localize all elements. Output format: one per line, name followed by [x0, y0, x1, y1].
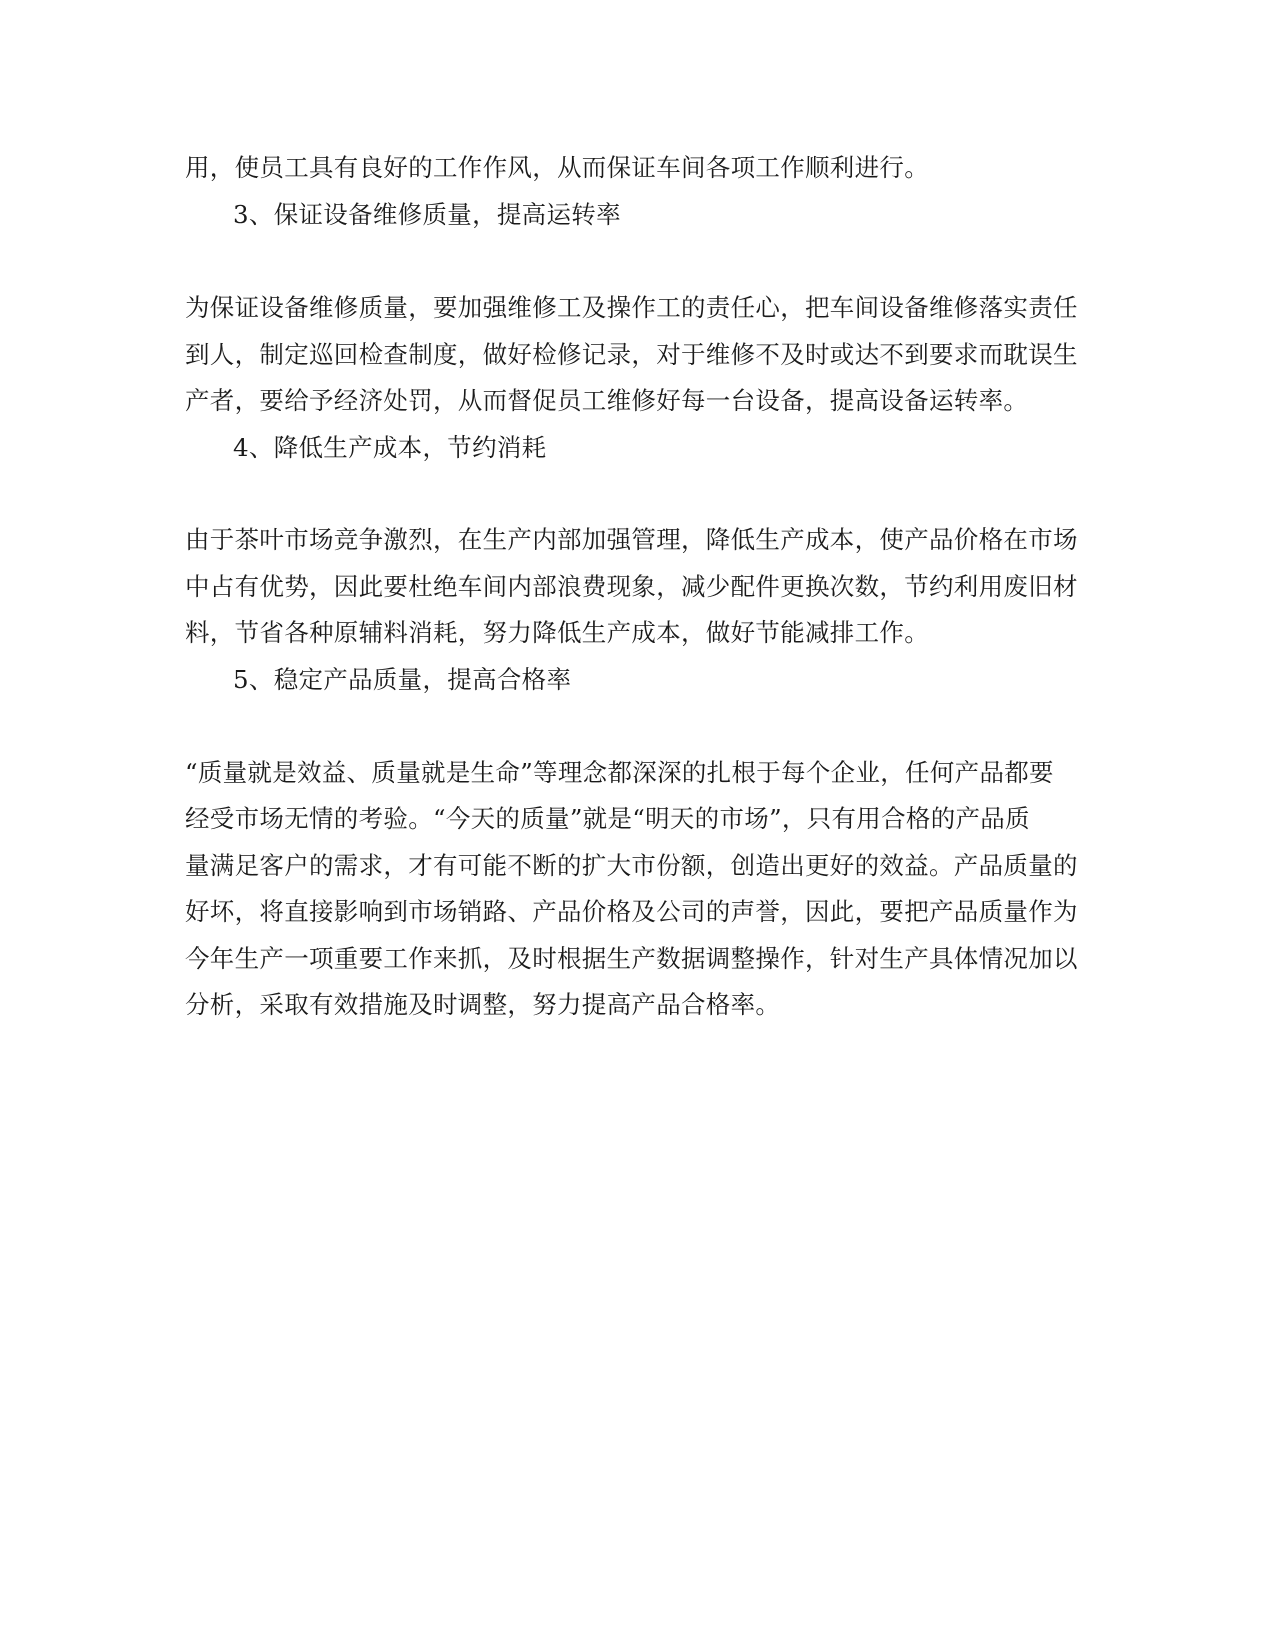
section-heading-4: 4、降低生产成本，节约消耗 [233, 433, 547, 462]
paragraph-line: 到人，制定巡回检查制度，做好检修记录，对于维修不及时或达不到要求而耽误生 [185, 340, 1078, 369]
paragraph-line: 用，使员工具有良好的工作作风，从而保证车间各项工作顺利进行。 [185, 153, 929, 182]
paragraph-line: 今年生产一项重要工作来抓，及时根据生产数据调整操作，针对生产具体情况加以 [185, 944, 1078, 973]
paragraph-line: “质量就是效益、质量就是生命”等理念都深深的扎根于每个企业，任何产品都要 [185, 758, 1054, 787]
paragraph-line: 经受市场无情的考验。“今天的质量”就是“明天的市场”，只有用合格的产品质 [185, 804, 1030, 833]
paragraph-line: 量满足客户的需求，才有可能不断的扩大市份额，创造出更好的效益。产品质量的 [185, 851, 1078, 880]
paragraph-line: 为保证设备维修质量，要加强维修工及操作工的责任心，把车间设备维修落实责任 [185, 293, 1078, 322]
paragraph-line: 好坏，将直接影响到市场销路、产品价格及公司的声誉，因此，要把产品质量作为 [185, 897, 1078, 926]
paragraph-line: 由于茶叶市场竞争激烈，在生产内部加强管理，降低生产成本，使产品价格在市场 [185, 525, 1078, 554]
paragraph-line: 产者，要给予经济处罚，从而督促员工维修好每一台设备，提高设备运转率。 [185, 386, 1029, 415]
section-heading-5: 5、稳定产品质量，提高合格率 [233, 665, 572, 694]
section-heading-3: 3、保证设备维修质量，提高运转率 [233, 200, 621, 229]
paragraph-line: 料，节省各种原辅料消耗，努力降低生产成本，做好节能减排工作。 [185, 618, 929, 647]
paragraph-line: 中占有优势，因此要杜绝车间内部浪费现象，减少配件更换次数，节约利用废旧材 [185, 572, 1078, 601]
paragraph-line: 分析，采取有效措施及时调整，努力提高产品合格率。 [185, 990, 781, 1019]
